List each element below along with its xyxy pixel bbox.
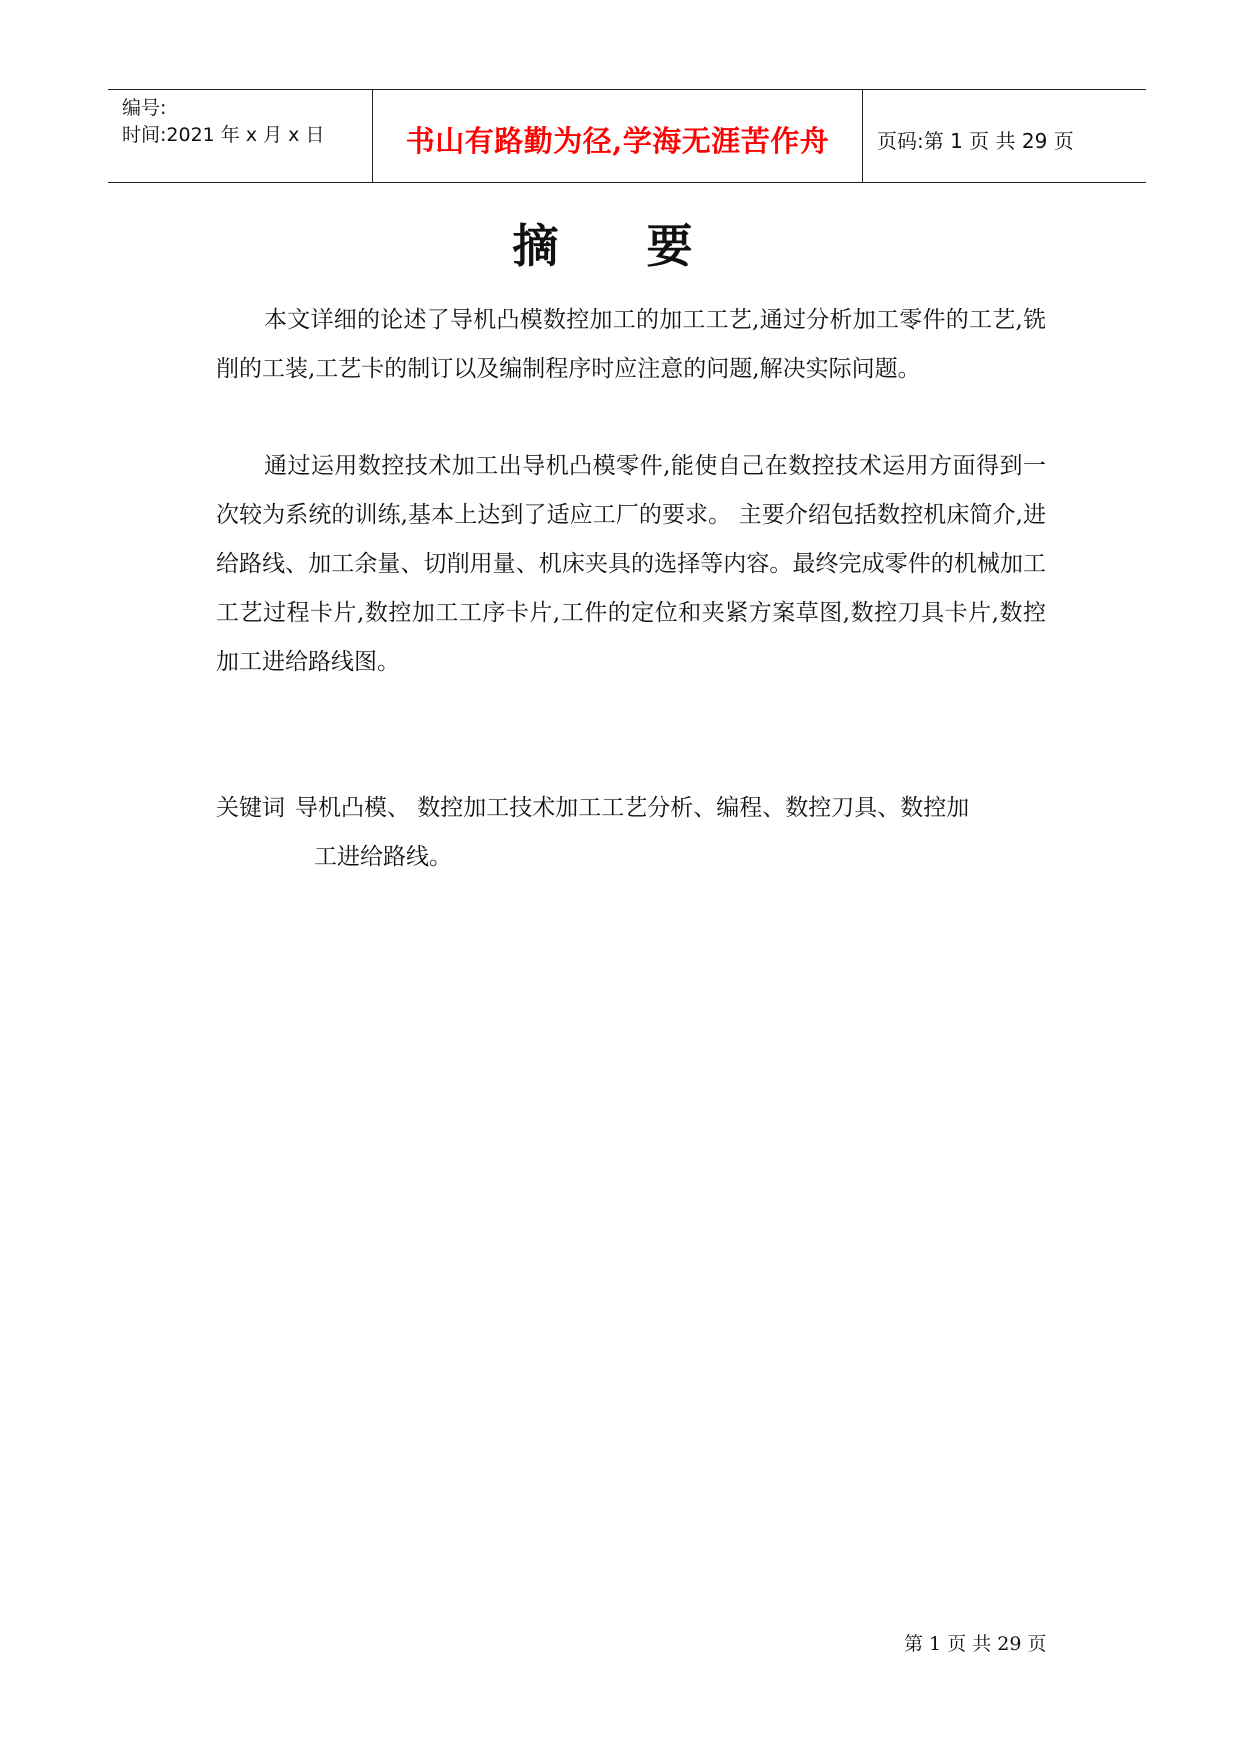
motto-text: 书山有路勤为径,学海无涯苦作舟 xyxy=(405,124,830,158)
keywords-block xyxy=(216,784,1046,882)
page-title: 摘 要 xyxy=(512,219,729,273)
abstract-paragraph-2: 通过运用数控技术加工出导机凸模零件,能使自己在数控技术运用方面得到一次较为系统的训练,基本上达到了适应工厂的要求。 主要介绍包括数控机床简介,进给路线、加工余量、切削用量、机床夹具的选择等内容。最终完成零件的机械加工工艺过程卡片,数控加工工序卡片,工件的定位和夹紧方案草图,数控刀具卡片,数控加工进给路线图。 xyxy=(216,453,1046,675)
document-number: 编号: xyxy=(122,97,167,119)
header-meta-cell xyxy=(108,90,372,182)
header-table xyxy=(108,89,1146,183)
keywords-label: 关键词 xyxy=(216,795,285,821)
keywords-line-2: 工进给路线。 xyxy=(314,844,452,870)
page-footer: 第 1 页 共 29 页 xyxy=(904,1633,1047,1655)
keywords-line-1: 导机凸模、 数控加工技术加工工艺分析、编程、数控刀具、数控加 xyxy=(295,795,970,821)
header-page-cell xyxy=(863,90,1146,182)
header-motto-cell xyxy=(372,90,863,182)
abstract-paragraph-1: 本文详细的论述了导机凸模数控加工的加工工艺,通过分析加工零件的工艺,铣削的工装,工艺卡的制订以及编制程序时应注意的问题,解决实际问题。 xyxy=(216,307,1046,382)
document-time: 时间:2021 年 x 月 x 日 xyxy=(122,124,325,146)
page-code: 页码:第 1 页 共 29 页 xyxy=(877,129,1074,153)
